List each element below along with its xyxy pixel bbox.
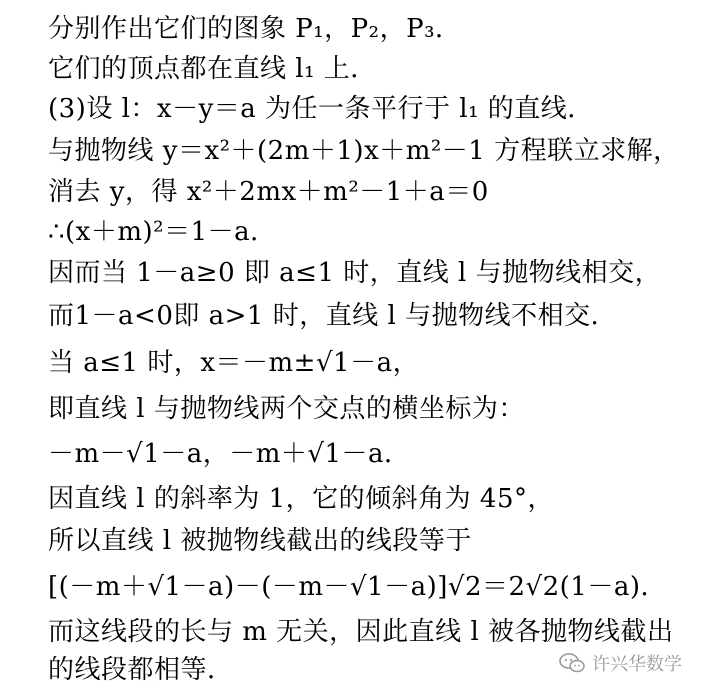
wechat-icon <box>558 652 586 674</box>
text-line-15: 而这线段的长与 m 无关，因此直线 l 被各抛物线截出 <box>48 617 674 647</box>
text-line-5: 消去 y，得 x²＋2mx＋m²－1＋a＝0 <box>48 177 489 207</box>
text-line-6: ∴(x＋m)²＝1－a． <box>48 217 277 247</box>
text-line-2: 它们的顶点都在直线 l₁ 上． <box>48 54 377 84</box>
text-line-1: 分别作出它们的图象 P₁，P₂，P₃． <box>48 14 462 44</box>
text-line-16: 的线段都相等． <box>48 655 234 685</box>
watermark <box>558 650 682 676</box>
text-line-9: 当 a≤1 时，x＝－m±√1－a， <box>48 348 420 378</box>
text-line-10: 即直线 l 与抛物线两个交点的横坐标为： <box>48 394 525 424</box>
text-line-4: 与抛物线 y＝x²＋(2m＋1)x＋m²－1 方程联立求解， <box>48 136 680 166</box>
text-line-3: (3)设 l：x－y＝a 为任一条平行于 l₁ 的直线． <box>48 94 594 124</box>
text-line-14: [(－m＋√1－a)－(－m－√1－a)]√2＝2√2(1－a)． <box>48 572 667 602</box>
text-line-13: 所以直线 l 被抛物线截出的线段等于 <box>48 526 472 556</box>
watermark-text: 许兴华数学 <box>592 654 682 675</box>
text-line-11: －m－√1－a，－m＋√1－a． <box>48 439 411 469</box>
text-line-8: 而1－a<0即 a>1 时，直线 l 与抛物线不相交． <box>48 301 618 331</box>
text-line-12: 因直线 l 的斜率为 1，它的倾斜角为 45°， <box>48 484 555 514</box>
text-line-7: 因而当 1－a≥0 即 a≤1 时，直线 l 与抛物线相交， <box>48 258 662 288</box>
